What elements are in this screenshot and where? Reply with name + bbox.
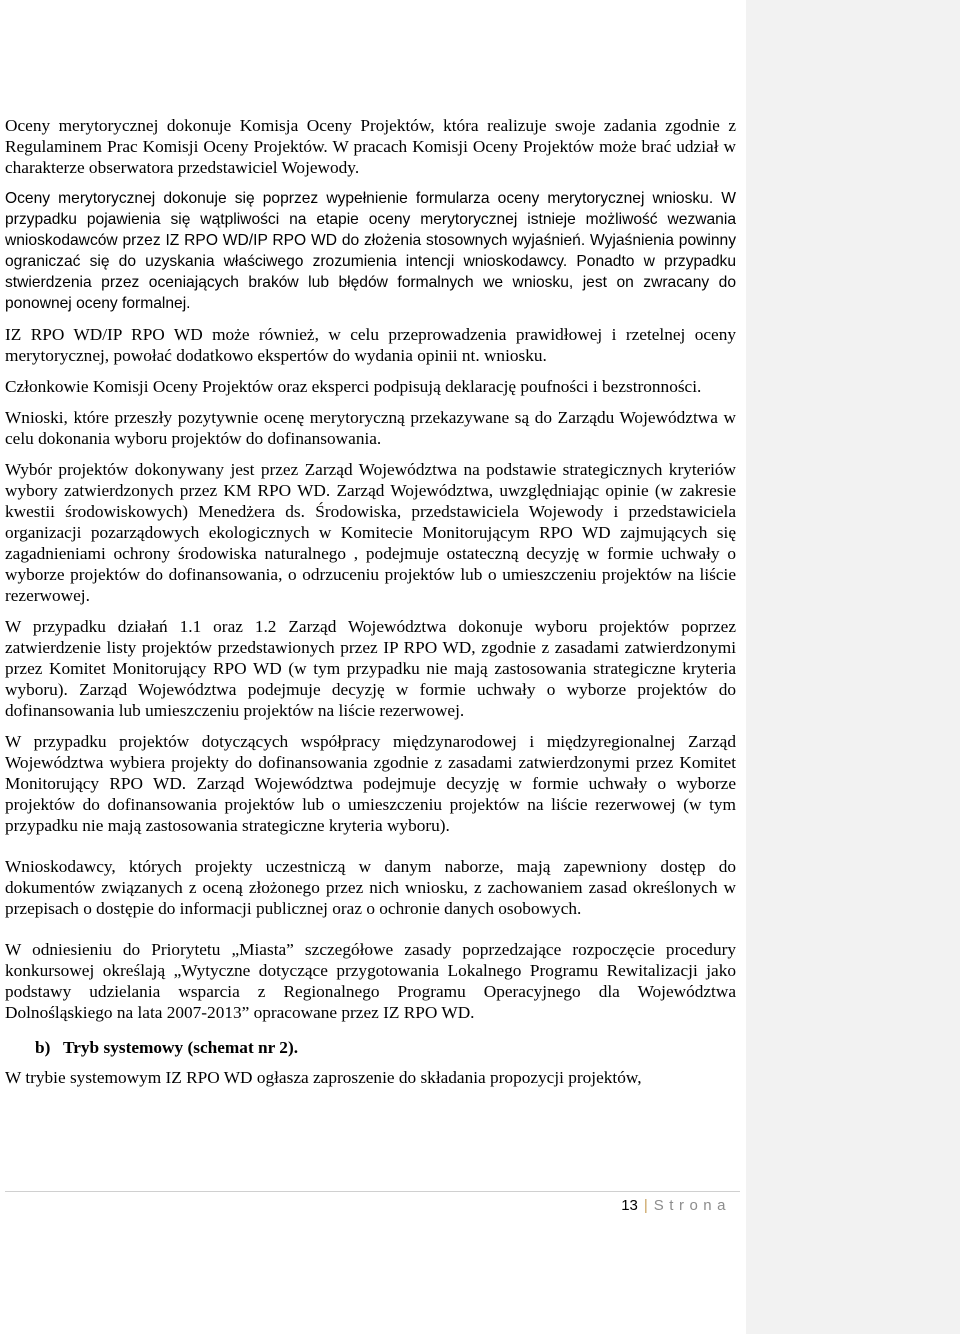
comment-margin — [746, 0, 960, 1334]
paragraph-dostep-do-dokumentow: Wnioskodawcy, których projekty uczestniczą w danym naborze, mają zapewniony dostęp do dokumentów związanych z oceną złożonego przez nich wniosku, z zachowaniem zasad określonych w przepisach o dostępie do informacji publicznej oraz o ochronie danych osobowych. — [5, 857, 736, 918]
body-text — [5, 115, 736, 1098]
paragraph-formularz-oceny: Oceny merytorycznej dokonuje się poprzez wypełnienie formularza oceny merytorycznej wniosku. W przypadku pojawienia się wątpliwości na etapie oceny merytorycznej istnieje możliwość wezwania wnioskodawców przez IZ RPO WD/IP RPO WD do złożenia stosownych wyjaśnień. Wyjaśnienia powinny ograniczać się do uzyskania właściwego zrozumienia intencji wnioskodawcy. Ponadto w przypadku stwierdzenia przez oceniających braków lub błędów formalnych we wniosku, jest on zwracany do ponownej oceny formalnej. — [5, 190, 736, 312]
section-heading-number: b) — [35, 1038, 51, 1057]
paragraph-wybor-projektow: Wybór projektów dokonywany jest przez Zarząd Województwa na podstawie strategicznych kryteriów wybory zatwierdzonych przez KM RPO WD. Zarząd Województwa, uwzględniając opinie (w zakresie kwestii środowiskowych) Menedżera ds. Środowiska, przedstawiciela Wojewody i przedstawiciela organizacji pozarządowych ekologicznych w Komitecie Monitorującym RPO WD zajmujących się zagadnieniami ochrony środowiska naturalnego , podejmuje ostateczną decyzję w formie uchwały o wyborze projektów do dofinansowania, o odrzuceniu projektów lub o umieszczeniu projektów na liście rezerwowej. — [5, 460, 736, 605]
paragraph-przekazanie-zarzad: Wnioski, które przeszły pozytywnie ocenę merytoryczną przekazywane są do Zarządu Województwa w celu dokonania wyboru projektów do dofinansowania. — [5, 408, 736, 448]
section-heading — [35, 1037, 736, 1058]
paragraph-dzialania-1-1-1-2: W przypadku działań 1.1 oraz 1.2 Zarząd Województwa dokonuje wyboru projektów poprzez zatwierdzenie listy projektów przedstawionych przez IP RPO WD, zgodnie z zasadami zatwierdzonymi przez Komitet Monitorujący RPO WD (w tym przypadku nie mają zastosowania strategiczne kryteria wyboru). Zarząd Województwa podejmuje decyzję w formie uchwały o wyborze projektów do dofinansowania lub umieszczeniu projektów na liście rezerwowej. — [5, 617, 736, 720]
paragraph-deklaracja: Członkowie Komisji Oceny Projektów oraz eksperci podpisują deklarację poufności i bezstronności. — [5, 377, 702, 396]
paragraph-tryb-systemowy: W trybie systemowym IZ RPO WD ogłasza zaproszenie do składania propozycji projektów, — [5, 1068, 642, 1087]
footer-label: Strona — [653, 1197, 731, 1214]
page-number: 13 — [621, 1197, 638, 1214]
paragraph-eksperci: IZ RPO WD/IP RPO WD może również, w celu przeprowadzenia prawidłowej i rzetelnej oceny merytorycznej, powołać dodatkowo ekspertów do wydania opinii nt. wniosku. — [5, 325, 736, 365]
paragraph-ocena-komisja: Oceny merytorycznej dokonuje Komisja Oceny Projektów, która realizuje swoje zadania zgodnie z Regulaminem Prac Komisji Oceny Projektów. W pracach Komisji Oceny Projektów może brać udział w charakterze obserwatora przedstawiciel Wojewody. — [5, 116, 736, 177]
footer-separator: | — [643, 1197, 648, 1214]
paragraph-priorytet-miasta: W odniesieniu do Priorytetu „Miasta” szczegółowe zasady poprzedzające rozpoczęcie procedury konkursowej określają „Wytyczne dotyczące przygotowania Lokalnego Programu Rewitalizacji jako podstawy udzielania wsparcia z Regionalnego Programu Operacyjnego dla Województwa Dolnośląskiego na lata 2007-2013” opracowane przez IZ RPO WD. — [5, 940, 736, 1022]
paragraph-wspolpraca-miedzynarodowa: W przypadku projektów dotyczących współpracy międzynarodowej i międzyregionalnej Zarząd Województwa wybiera projekty do dofinansowania zgodnie z zasadami zatwierdzonymi przez Komitet Monitorujący RPO WD. Zarząd Województwa podejmuje decyzję w formie uchwały o wyborze projektów do dofinansowania projektów lub o umieszczeniu projektów na liście rezerwowej (w tym przypadku nie mają zastosowania strategiczne kryteria wyboru). — [5, 732, 736, 835]
section-heading-text: Tryb systemowy (schemat nr 2). — [63, 1038, 299, 1057]
page-footer — [0, 1197, 731, 1214]
footer-divider — [5, 1191, 740, 1192]
